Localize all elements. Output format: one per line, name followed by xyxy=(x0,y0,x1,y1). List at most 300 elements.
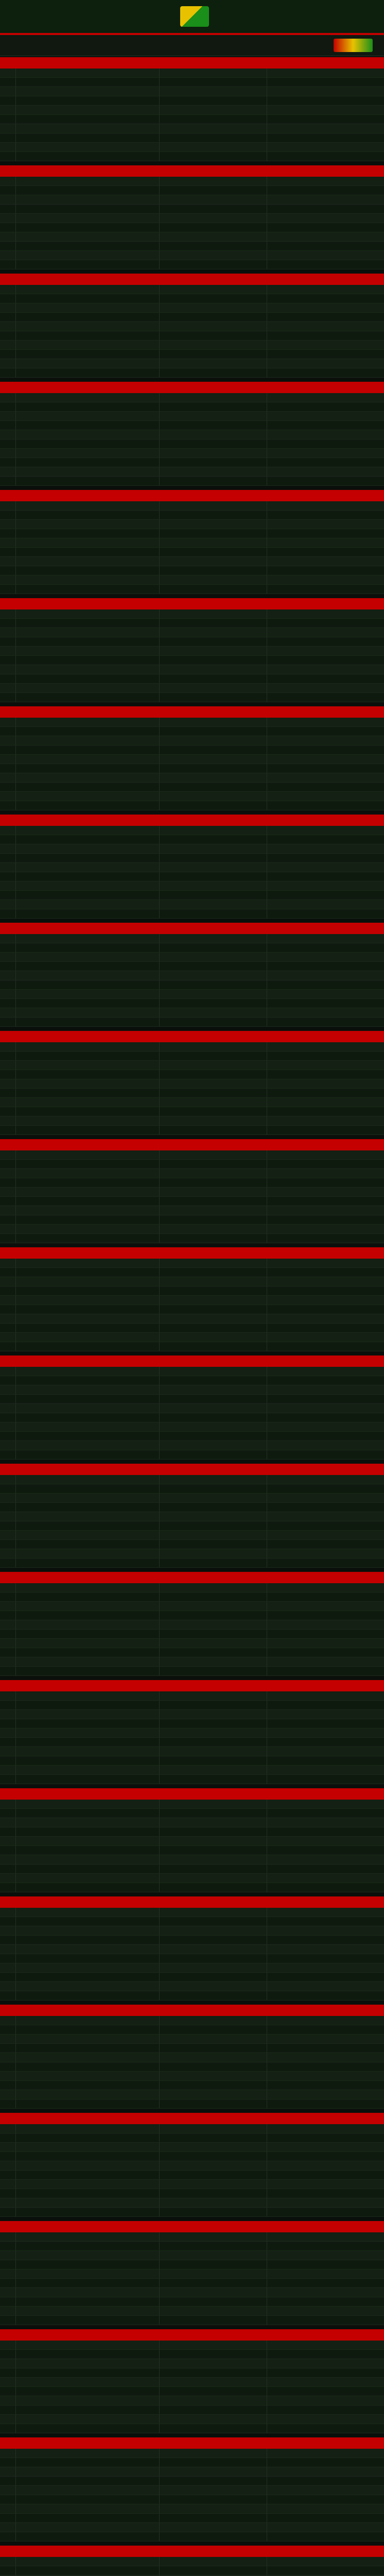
result-row xyxy=(0,2242,384,2251)
rank-number xyxy=(0,609,16,618)
result-row xyxy=(0,1846,384,1855)
bird-name xyxy=(16,1818,160,1827)
bird-name xyxy=(16,891,160,900)
result-row xyxy=(0,368,384,378)
results-section xyxy=(0,1031,384,1135)
team-name xyxy=(267,1277,384,1286)
owner-name xyxy=(160,2368,267,2377)
team-name xyxy=(267,195,384,204)
owner-name xyxy=(160,449,267,457)
rank-number xyxy=(0,529,16,538)
team-name xyxy=(267,2495,384,2504)
result-row xyxy=(0,1333,384,1342)
owner-name xyxy=(160,322,267,331)
bird-name xyxy=(16,195,160,204)
owner-name xyxy=(160,953,267,961)
team-name xyxy=(267,1259,384,1267)
team-name xyxy=(267,909,384,918)
result-row xyxy=(0,152,384,161)
owner-name xyxy=(160,2350,267,2359)
owner-name xyxy=(160,585,267,594)
owner-name xyxy=(160,863,267,872)
team-name xyxy=(267,2477,384,2485)
team-name xyxy=(267,773,384,782)
owner-name xyxy=(160,1549,267,1558)
owner-name xyxy=(160,684,267,692)
rank-number xyxy=(0,2143,16,2151)
bird-name xyxy=(16,2288,160,2297)
results-section xyxy=(0,1896,384,2001)
rank-number xyxy=(0,2171,16,2179)
rank-number xyxy=(0,2396,16,2405)
owner-name xyxy=(160,1908,267,1917)
result-row xyxy=(0,2124,384,2133)
bird-name xyxy=(16,2350,160,2359)
team-name xyxy=(267,1150,384,1159)
owner-name xyxy=(160,205,267,213)
rank-number xyxy=(0,934,16,943)
result-row xyxy=(0,755,384,764)
owner-name xyxy=(160,501,267,510)
owner-name xyxy=(160,2504,267,2513)
owner-name xyxy=(160,1558,267,1567)
section-title xyxy=(0,382,384,393)
rank-number xyxy=(0,294,16,303)
owner-name xyxy=(160,2025,267,2034)
rank-number xyxy=(0,1206,16,1215)
result-row xyxy=(0,1061,384,1070)
rank-number xyxy=(0,1422,16,1431)
rank-number xyxy=(0,1441,16,1450)
result-row xyxy=(0,1512,384,1521)
bird-name xyxy=(16,511,160,519)
team-name xyxy=(267,2449,384,2458)
bird-name xyxy=(16,1432,160,1440)
rank-number xyxy=(0,674,16,683)
result-row xyxy=(0,2359,384,2368)
team-name xyxy=(267,1818,384,1827)
team-name xyxy=(267,2171,384,2179)
team-name xyxy=(267,143,384,151)
team-name xyxy=(267,962,384,971)
rank-number xyxy=(0,943,16,952)
result-row xyxy=(0,501,384,511)
rank-number xyxy=(0,2486,16,2495)
result-row xyxy=(0,1259,384,1268)
bird-name xyxy=(16,1945,160,1954)
rank-number xyxy=(0,1061,16,1070)
owner-name xyxy=(160,2288,267,2297)
owner-name xyxy=(160,331,267,340)
bird-name xyxy=(16,2269,160,2278)
team-name xyxy=(267,1422,384,1431)
results-section xyxy=(0,923,384,1027)
team-name xyxy=(267,1620,384,1629)
results-section xyxy=(0,2329,384,2433)
bird-name xyxy=(16,1324,160,1332)
result-row xyxy=(0,2198,384,2208)
team-name xyxy=(267,2090,384,2099)
bird-name xyxy=(16,1973,160,1981)
owner-name xyxy=(160,2016,267,2025)
section-title xyxy=(0,1464,384,1475)
team-name xyxy=(267,2279,384,2287)
rank-number xyxy=(0,548,16,556)
rank-number xyxy=(0,430,16,439)
result-row xyxy=(0,1404,384,1413)
bird-name xyxy=(16,1206,160,1215)
rank-number xyxy=(0,359,16,368)
team-name xyxy=(267,665,384,674)
result-row xyxy=(0,1042,384,1052)
bird-name xyxy=(16,2467,160,2476)
bird-name xyxy=(16,1908,160,1917)
owner-name xyxy=(160,2260,267,2269)
team-name xyxy=(267,2269,384,2278)
rank-number xyxy=(0,1558,16,1567)
bird-name xyxy=(16,1422,160,1431)
team-name xyxy=(267,1738,384,1747)
rank-number xyxy=(0,232,16,241)
owner-name xyxy=(160,1413,267,1422)
result-row xyxy=(0,891,384,900)
rank-number xyxy=(0,1512,16,1521)
bird-name xyxy=(16,2171,160,2179)
owner-name xyxy=(160,990,267,998)
team-name xyxy=(267,619,384,628)
result-row xyxy=(0,900,384,909)
team-name xyxy=(267,2044,384,2053)
result-row xyxy=(0,2133,384,2143)
team-name xyxy=(267,656,384,665)
owner-name xyxy=(160,2405,267,2414)
rank-number xyxy=(0,2016,16,2025)
team-name xyxy=(267,2152,384,2161)
owner-name xyxy=(160,1865,267,1873)
bird-name xyxy=(16,350,160,359)
result-row xyxy=(0,285,384,294)
owner-name xyxy=(160,647,267,655)
owner-name xyxy=(160,1475,267,1484)
bird-name xyxy=(16,152,160,161)
owner-name xyxy=(160,96,267,105)
result-row xyxy=(0,1324,384,1333)
team-name xyxy=(267,214,384,223)
bird-name xyxy=(16,2316,160,2325)
owner-name xyxy=(160,133,267,142)
results-section xyxy=(0,2113,384,2217)
bird-name xyxy=(16,2143,160,2151)
bird-name xyxy=(16,773,160,782)
owner-name xyxy=(160,2152,267,2161)
owner-name xyxy=(160,745,267,754)
team-name xyxy=(267,1963,384,1972)
result-row xyxy=(0,242,384,251)
owner-name xyxy=(160,1126,267,1134)
team-name xyxy=(267,826,384,835)
result-row xyxy=(0,1277,384,1286)
rank-number xyxy=(0,2514,16,2522)
section-title xyxy=(0,815,384,826)
result-row xyxy=(0,962,384,971)
bird-name xyxy=(16,1800,160,1808)
team-name xyxy=(267,1639,384,1648)
result-row xyxy=(0,1945,384,1954)
owner-name xyxy=(160,1874,267,1883)
owner-name xyxy=(160,2316,267,2325)
team-name xyxy=(267,1540,384,1549)
team-name xyxy=(267,458,384,467)
team-name xyxy=(267,1531,384,1539)
rank-number xyxy=(0,980,16,989)
rank-number xyxy=(0,2523,16,2532)
rank-number xyxy=(0,2053,16,2062)
rank-number xyxy=(0,1484,16,1493)
rank-number xyxy=(0,2025,16,2034)
result-row xyxy=(0,1710,384,1719)
owner-name xyxy=(160,674,267,683)
owner-name xyxy=(160,368,267,377)
rank-number xyxy=(0,538,16,547)
owner-name xyxy=(160,232,267,241)
bird-name xyxy=(16,647,160,655)
owner-name xyxy=(160,1259,267,1267)
bird-name xyxy=(16,1648,160,1657)
bird-name xyxy=(16,1883,160,1892)
result-row xyxy=(0,863,384,872)
bird-name xyxy=(16,1178,160,1187)
owner-name xyxy=(160,943,267,952)
result-row xyxy=(0,350,384,359)
result-row xyxy=(0,1549,384,1558)
owner-name xyxy=(160,2424,267,2433)
team-name xyxy=(267,1098,384,1107)
rank-number xyxy=(0,2081,16,2090)
bird-name xyxy=(16,1188,160,1196)
bird-name xyxy=(16,2152,160,2161)
result-row xyxy=(0,609,384,619)
team-name xyxy=(267,1800,384,1808)
owner-name xyxy=(160,999,267,1008)
owner-name xyxy=(160,2161,267,2170)
result-row xyxy=(0,990,384,999)
team-name xyxy=(267,1395,384,1403)
rank-number xyxy=(0,2316,16,2325)
result-row xyxy=(0,2053,384,2062)
result-row xyxy=(0,2396,384,2405)
rank-number xyxy=(0,115,16,124)
team-name xyxy=(267,1917,384,1926)
result-row xyxy=(0,359,384,368)
result-row xyxy=(0,745,384,755)
team-name xyxy=(267,2198,384,2207)
owner-name xyxy=(160,412,267,420)
team-name xyxy=(267,2415,384,2424)
result-row xyxy=(0,1558,384,1568)
bird-name xyxy=(16,1367,160,1376)
owner-name xyxy=(160,393,267,402)
result-row xyxy=(0,1385,384,1395)
rank-number xyxy=(0,1376,16,1385)
owner-name xyxy=(160,1160,267,1168)
bird-name xyxy=(16,1234,160,1243)
owner-name xyxy=(160,637,267,646)
bird-name xyxy=(16,2415,160,2424)
result-row xyxy=(0,2081,384,2090)
result-row xyxy=(0,1314,384,1324)
owner-name xyxy=(160,350,267,359)
rank-number xyxy=(0,2449,16,2458)
result-row xyxy=(0,2279,384,2288)
bird-name xyxy=(16,368,160,377)
result-row xyxy=(0,980,384,990)
result-row xyxy=(0,1116,384,1126)
result-row xyxy=(0,557,384,566)
team-name xyxy=(267,205,384,213)
owner-name xyxy=(160,736,267,745)
team-name xyxy=(267,2288,384,2297)
result-row xyxy=(0,801,384,810)
rank-number xyxy=(0,303,16,312)
team-name xyxy=(267,1648,384,1657)
result-row xyxy=(0,826,384,835)
owner-name xyxy=(160,1691,267,1700)
bird-name xyxy=(16,2458,160,2467)
rank-number xyxy=(0,1259,16,1267)
result-row xyxy=(0,78,384,87)
bird-name xyxy=(16,1592,160,1601)
owner-name xyxy=(160,2090,267,2099)
rank-number xyxy=(0,1728,16,1737)
bird-name xyxy=(16,2251,160,2260)
result-row xyxy=(0,674,384,684)
owner-name xyxy=(160,214,267,223)
rank-number xyxy=(0,1079,16,1088)
owner-name xyxy=(160,1954,267,1963)
owner-name xyxy=(160,2387,267,2396)
owner-name xyxy=(160,421,267,430)
result-row xyxy=(0,1432,384,1441)
owner-name xyxy=(160,1592,267,1601)
result-row xyxy=(0,1395,384,1404)
bird-name xyxy=(16,1710,160,1719)
bird-name xyxy=(16,242,160,250)
team-name xyxy=(267,350,384,359)
owner-name xyxy=(160,303,267,312)
team-name xyxy=(267,1883,384,1892)
result-row xyxy=(0,106,384,115)
bird-name xyxy=(16,1494,160,1502)
result-row xyxy=(0,511,384,520)
team-name xyxy=(267,1583,384,1592)
team-name xyxy=(267,1908,384,1917)
owner-name xyxy=(160,1277,267,1286)
result-row xyxy=(0,2025,384,2035)
result-row xyxy=(0,1592,384,1602)
meta-strip xyxy=(0,35,384,56)
bird-name xyxy=(16,872,160,881)
team-name xyxy=(267,2316,384,2325)
result-row xyxy=(0,1963,384,1973)
team-name xyxy=(267,1432,384,1440)
bird-name xyxy=(16,2090,160,2099)
owner-name xyxy=(160,1333,267,1342)
team-name xyxy=(267,1602,384,1611)
team-name xyxy=(267,1827,384,1836)
rank-number xyxy=(0,313,16,321)
rank-number xyxy=(0,755,16,764)
bird-name xyxy=(16,1008,160,1017)
rank-number xyxy=(0,2232,16,2241)
team-name xyxy=(267,557,384,566)
bird-name xyxy=(16,844,160,853)
result-row xyxy=(0,133,384,143)
owner-name xyxy=(160,1503,267,1512)
owner-name xyxy=(160,285,267,294)
team-name xyxy=(267,2458,384,2467)
bird-name xyxy=(16,87,160,96)
result-row xyxy=(0,2161,384,2171)
rank-number xyxy=(0,2152,16,2161)
rank-number xyxy=(0,1169,16,1178)
result-row xyxy=(0,2523,384,2532)
owner-name xyxy=(160,609,267,618)
team-name xyxy=(267,467,384,476)
bird-name xyxy=(16,2035,160,2043)
owner-name xyxy=(160,1385,267,1394)
owner-name xyxy=(160,2133,267,2142)
rank-number xyxy=(0,882,16,890)
owner-name xyxy=(160,619,267,628)
team-name xyxy=(267,1667,384,1675)
section-title xyxy=(0,1355,384,1367)
owner-name xyxy=(160,2053,267,2062)
result-row xyxy=(0,1197,384,1206)
result-row xyxy=(0,628,384,637)
rank-number xyxy=(0,736,16,745)
result-row xyxy=(0,1450,384,1460)
results-section xyxy=(0,274,384,378)
team-name xyxy=(267,2359,384,2368)
rank-number xyxy=(0,421,16,430)
team-name xyxy=(267,538,384,547)
bird-name xyxy=(16,2566,160,2575)
bird-name xyxy=(16,990,160,998)
bird-name xyxy=(16,1738,160,1747)
result-row xyxy=(0,1367,384,1376)
rank-number xyxy=(0,647,16,655)
result-row xyxy=(0,467,384,477)
team-name xyxy=(267,1503,384,1512)
owner-name xyxy=(160,1837,267,1845)
result-row xyxy=(0,393,384,402)
result-row xyxy=(0,684,384,693)
owner-name xyxy=(160,801,267,810)
bird-name xyxy=(16,2044,160,2053)
result-row xyxy=(0,2458,384,2467)
bird-name xyxy=(16,2449,160,2458)
owner-name xyxy=(160,2467,267,2476)
bird-name xyxy=(16,1521,160,1530)
rank-number xyxy=(0,1089,16,1097)
bird-name xyxy=(16,684,160,692)
section-title xyxy=(0,1896,384,1908)
result-row xyxy=(0,585,384,594)
bird-name xyxy=(16,1150,160,1159)
rank-number xyxy=(0,1286,16,1295)
result-row xyxy=(0,656,384,665)
team-name xyxy=(267,2035,384,2043)
